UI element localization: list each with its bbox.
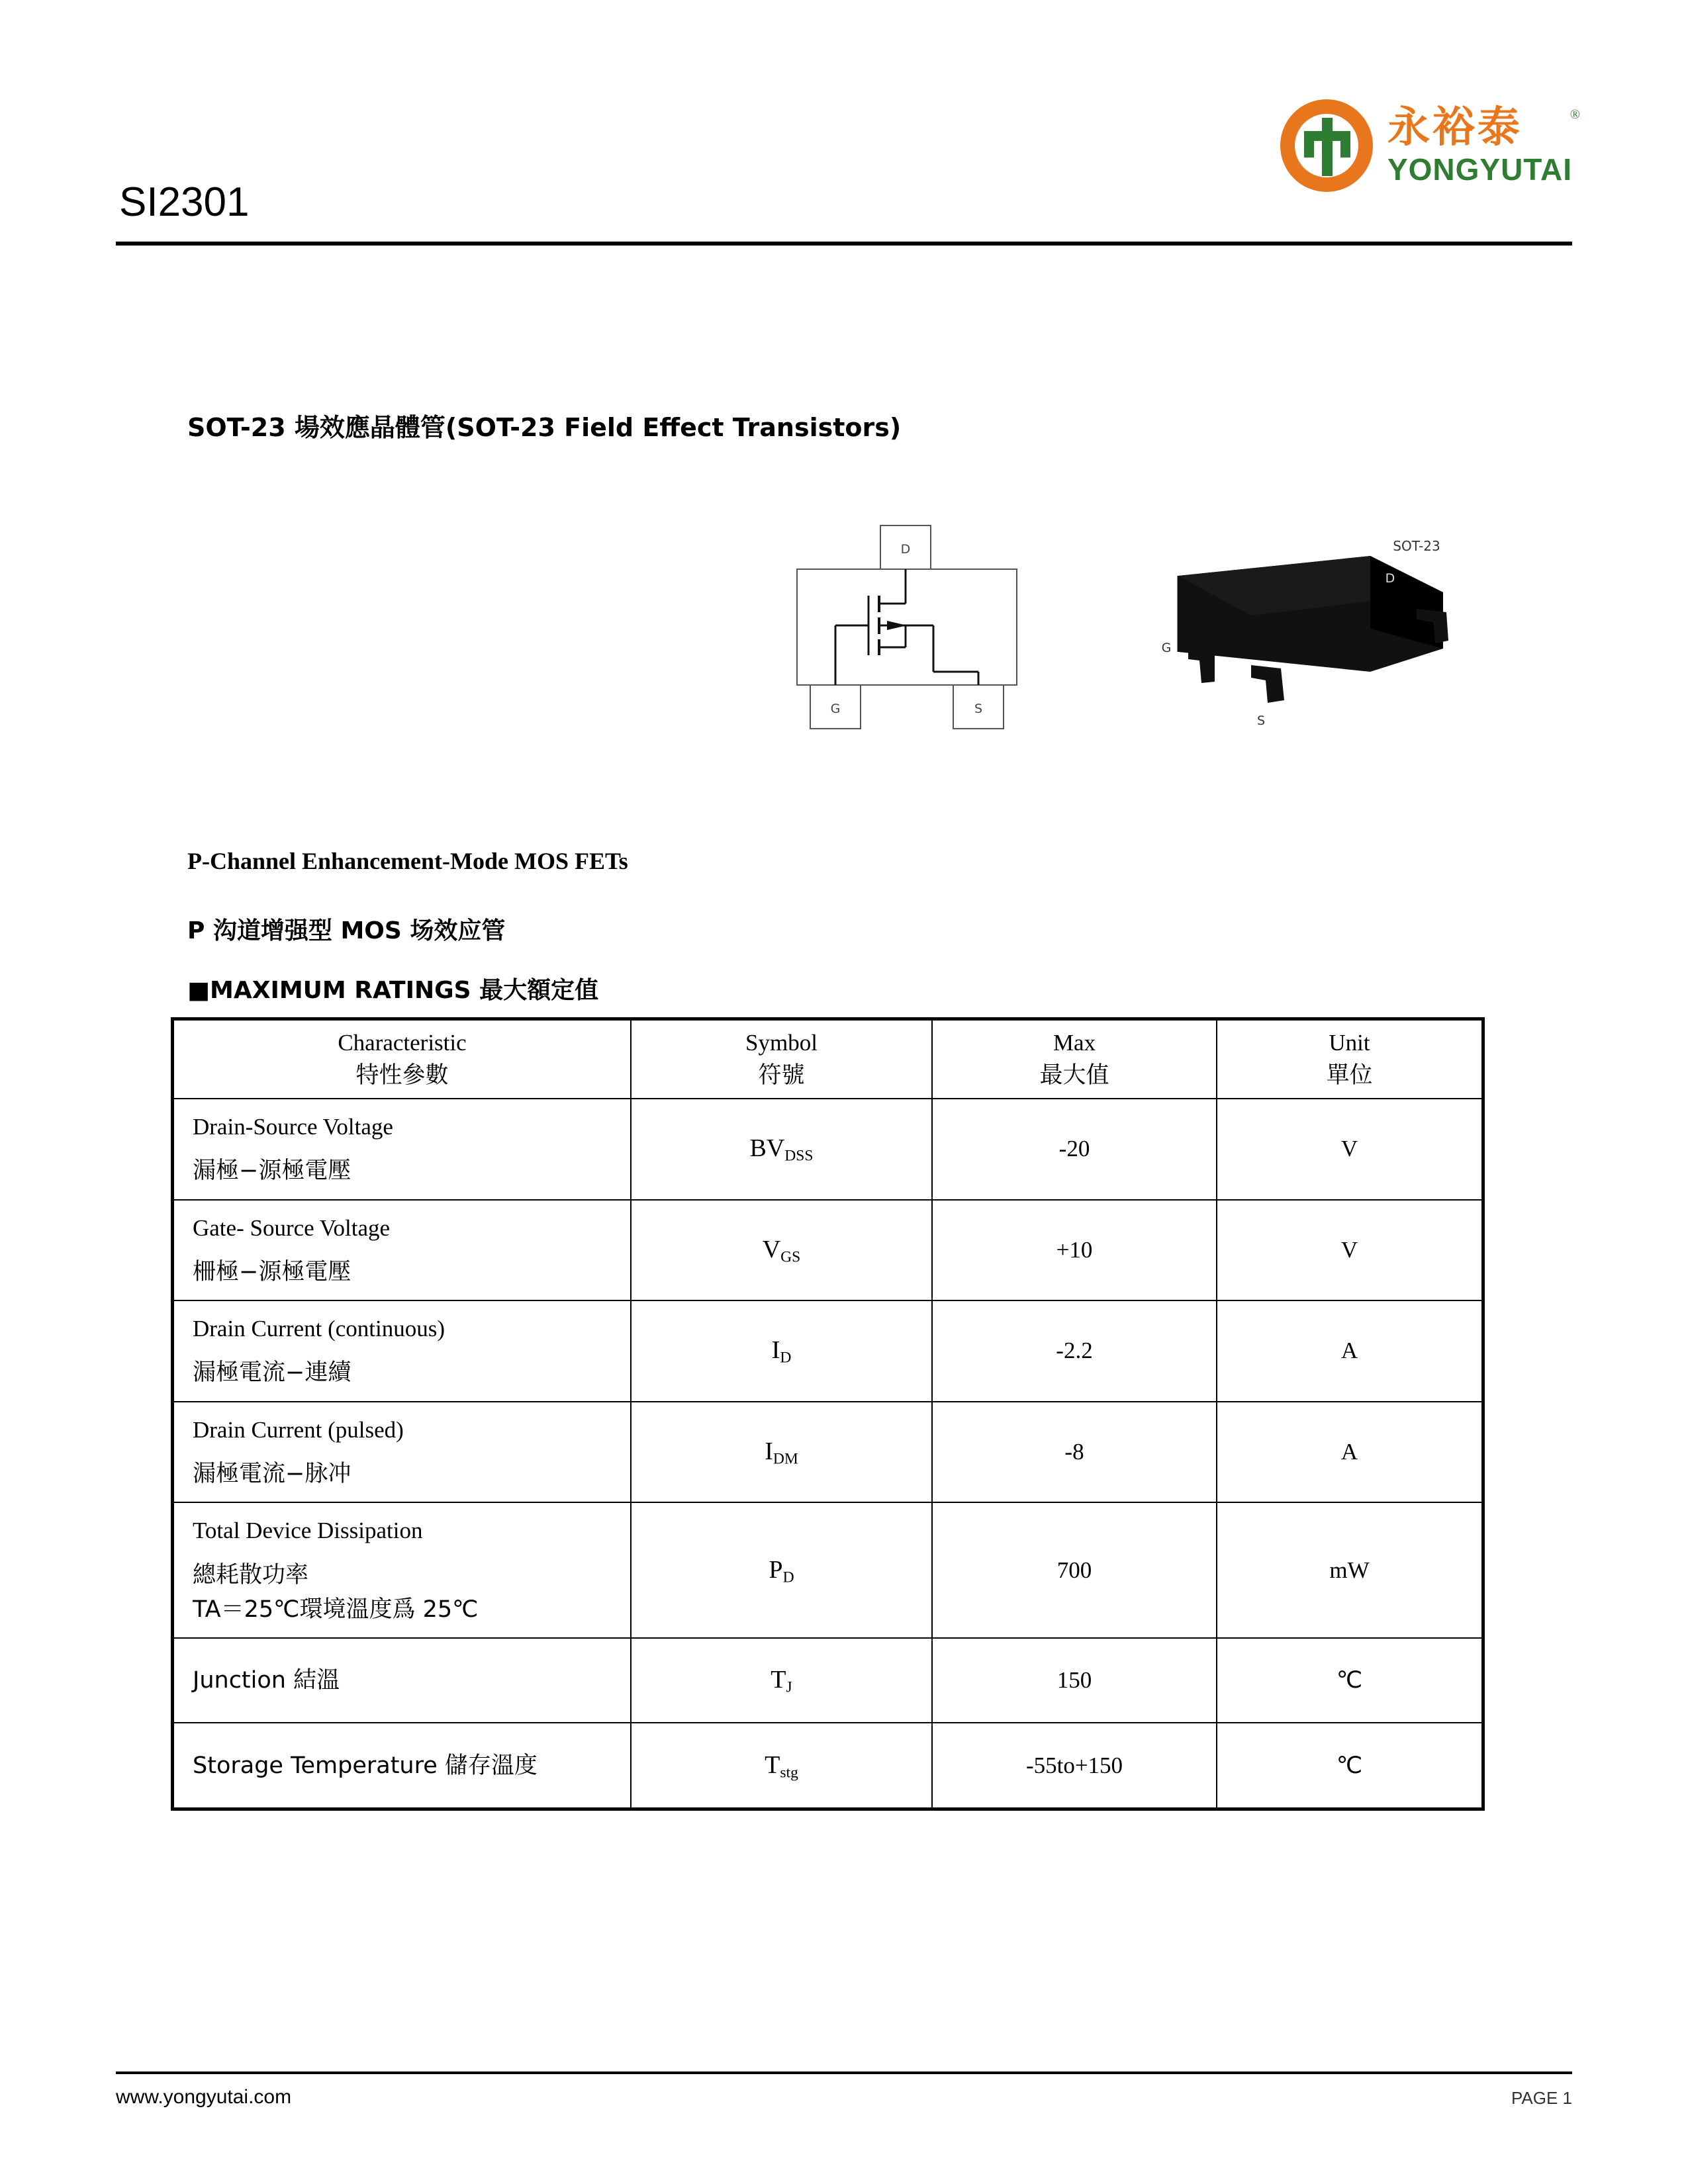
- row-characteristic-cn2: TA＝25℃環境溫度爲 25℃: [193, 1596, 479, 1623]
- svg-text:S: S: [1256, 713, 1266, 728]
- row-symbol-sub: D: [780, 1349, 792, 1367]
- row-unit: V: [1340, 1136, 1358, 1162]
- svg-text:G: G: [1161, 641, 1172, 655]
- table-row: [174, 1300, 1481, 1402]
- row-unit: A: [1340, 1338, 1358, 1364]
- row-unit: ℃: [1336, 1752, 1363, 1779]
- row-symbol-base: P: [769, 1555, 783, 1584]
- row-max: -2.2: [1056, 1338, 1093, 1364]
- svg-text:D: D: [1385, 571, 1395, 586]
- registered-mark: ®: [1570, 107, 1580, 122]
- row-unit: A: [1340, 1438, 1358, 1465]
- header-symbol-cn: 符號: [758, 1062, 805, 1089]
- row-unit: mW: [1329, 1557, 1370, 1583]
- table-row: [174, 1502, 1481, 1638]
- row-symbol-base: T: [765, 1751, 780, 1779]
- header-unit-en: Unit: [1329, 1030, 1370, 1056]
- page-title: SOT-23 場效應晶體管(SOT-23 Field Effect Transistors): [187, 413, 902, 442]
- header-max-en: Max: [1053, 1030, 1096, 1056]
- row-characteristic-en: Total Device Dissipation: [193, 1518, 423, 1544]
- row-characteristic-en: Drain Current (continuous): [193, 1316, 445, 1342]
- mosfet-schematic-diagram: [794, 523, 1019, 741]
- header-max-cn: 最大值: [1039, 1062, 1109, 1089]
- table-row: [174, 1099, 1481, 1200]
- row-characteristic-cn: 總耗散功率: [193, 1561, 309, 1588]
- row-unit: V: [1340, 1236, 1358, 1263]
- row-characteristic-en: Junction 結溫: [193, 1667, 340, 1694]
- row-symbol-sub: DM: [773, 1450, 798, 1468]
- row-characteristic-cn: 漏極電流−脉冲: [193, 1461, 352, 1488]
- footer-page-number: PAGE 1: [1511, 2088, 1572, 2108]
- diagram-row: [794, 510, 1589, 774]
- row-symbol-sub: stg: [780, 1764, 798, 1782]
- svg-text:G: G: [830, 702, 841, 716]
- table-row: [174, 1638, 1481, 1723]
- row-symbol-sub: DSS: [784, 1147, 814, 1165]
- subtitle-chinese: P 沟道增强型 MOS 场效应管: [187, 917, 506, 944]
- row-max: -8: [1064, 1438, 1084, 1465]
- row-symbol-sub: J: [786, 1678, 792, 1696]
- row-characteristic-en: Gate- Source Voltage: [193, 1214, 391, 1241]
- section-title-wrap: [187, 407, 1511, 443]
- header-divider: [116, 242, 1572, 246]
- row-max: 150: [1056, 1667, 1092, 1694]
- row-symbol-sub: GS: [780, 1248, 801, 1266]
- row-unit: ℃: [1336, 1667, 1363, 1694]
- header-characteristic-en: Characteristic: [338, 1030, 467, 1056]
- page-header: [116, 53, 1580, 225]
- logo-english-name: YONGYUTAI: [1387, 152, 1572, 187]
- header-unit-cn: 單位: [1326, 1062, 1373, 1089]
- header-symbol-en: Symbol: [745, 1030, 818, 1056]
- svg-text:D: D: [900, 542, 911, 557]
- row-characteristic-en: Drain Current (pulsed): [193, 1416, 404, 1443]
- row-characteristic-en: Drain-Source Voltage: [193, 1114, 393, 1140]
- table-row: [174, 1402, 1481, 1503]
- row-characteristic-en: Storage Temperature 儲存溫度: [193, 1752, 538, 1779]
- row-symbol-base: I: [765, 1437, 773, 1466]
- footer-divider: [116, 2071, 1572, 2074]
- row-symbol-sub: D: [782, 1569, 794, 1586]
- logo-text: [1387, 103, 1580, 187]
- table-header-row: [174, 1021, 1481, 1099]
- svg-text:S: S: [974, 702, 983, 716]
- table-row: [174, 1200, 1481, 1301]
- row-symbol-base: I: [771, 1336, 780, 1365]
- yongyutai-logo-icon: [1280, 99, 1373, 192]
- maximum-ratings-heading: ■MAXIMUM RATINGS 最大額定值: [187, 977, 599, 1004]
- footer-website[interactable]: www.yongyutai.com: [116, 2086, 292, 2108]
- table-row: [174, 1723, 1481, 1807]
- logo-chinese-name: 永裕泰: [1387, 103, 1523, 152]
- header-characteristic-cn: 特性參數: [355, 1062, 449, 1089]
- subtitle-english: P-Channel Enhancement-Mode MOS FETs: [187, 848, 628, 874]
- row-max: -20: [1058, 1136, 1090, 1162]
- sot23-package-diagram: [1152, 529, 1463, 735]
- row-symbol-base: V: [762, 1235, 781, 1263]
- row-max: -55to+150: [1025, 1752, 1123, 1778]
- maximum-ratings-table: [171, 1017, 1485, 1811]
- company-logo: [1280, 89, 1580, 202]
- row-characteristic-cn: 漏極−源極電壓: [193, 1158, 352, 1185]
- row-characteristic-cn: 柵極−源極電壓: [193, 1258, 352, 1285]
- row-max: +10: [1056, 1236, 1093, 1263]
- row-symbol-base: T: [771, 1666, 786, 1694]
- row-max: 700: [1056, 1557, 1092, 1583]
- row-characteristic-cn: 漏極電流−連續: [193, 1359, 352, 1387]
- row-symbol-base: BV: [749, 1134, 785, 1163]
- package-label-text: SOT-23: [1393, 538, 1440, 554]
- part-number: SI2301: [119, 179, 250, 225]
